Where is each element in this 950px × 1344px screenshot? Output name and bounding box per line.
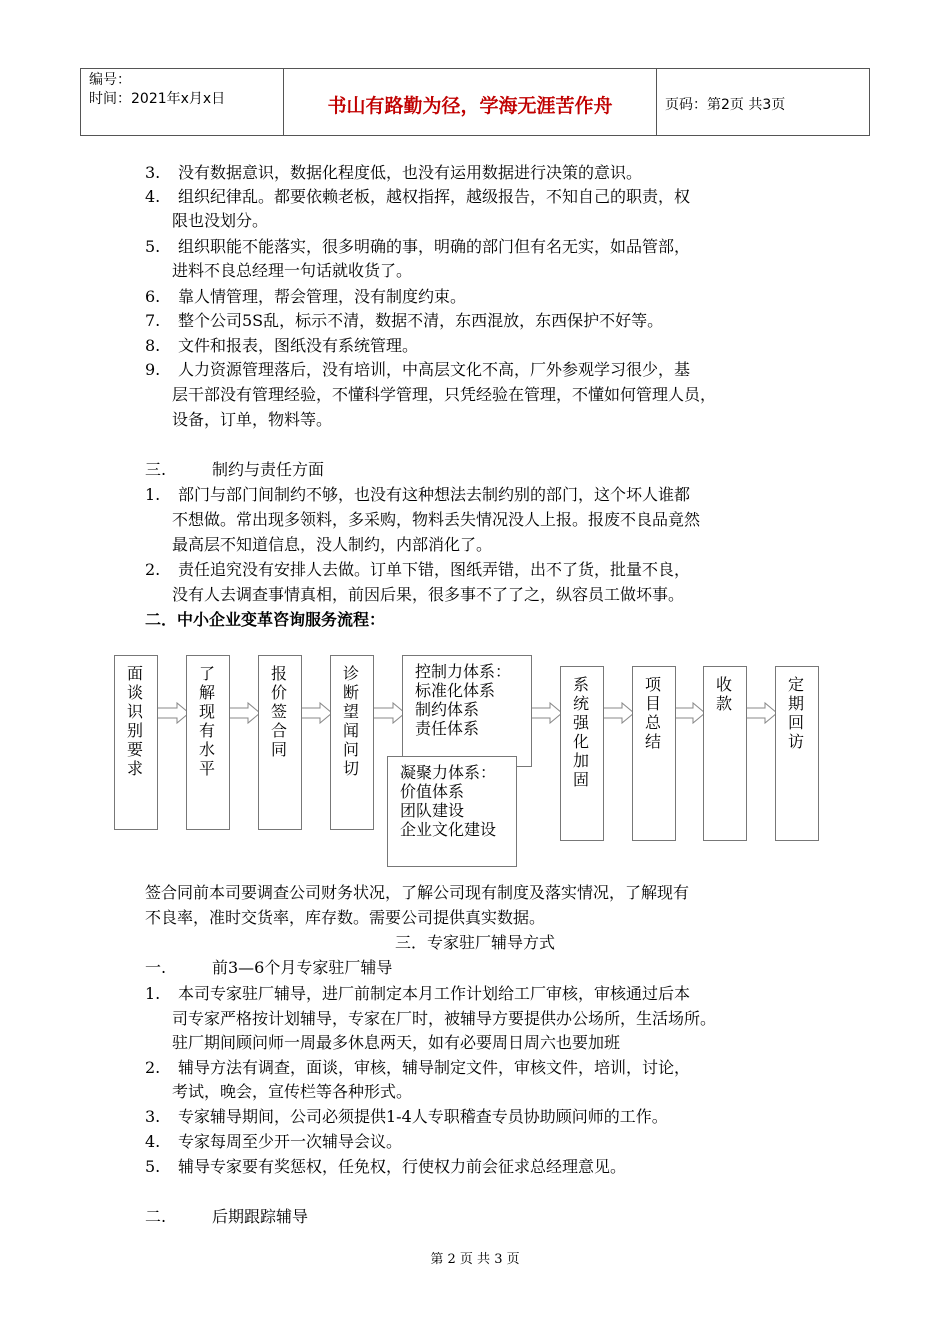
flow-step-followup: 定期回访 (775, 666, 819, 841)
flow-cohesion-system: 凝聚力体系： 价值体系 团队建设 企业文化建设 (387, 756, 517, 867)
list-item: 2. 责任追究没有安排人去做。订单下错，图纸弄错，出不了货，批量不良， (145, 560, 691, 579)
header-page-label: 页码：第2页 共3页 (665, 97, 786, 113)
list-item: 8. 文件和报表，图纸没有系统管理。 (145, 336, 419, 355)
list-item-continuation: 层干部没有管理经验，不懂科学管理，只凭经验在管理，不懂如何管理人员， (172, 385, 717, 404)
list-item: 4. 组织纪律乱。都要依赖老板，越权指挥，越级报告，不知自己的职责，权 (145, 187, 691, 206)
list-item-continuation: 进料不良总经理一句话就收货了。 (172, 261, 413, 280)
list-item: 2. 辅导方法有调查，面谈，审核，辅导制定文件，审核文件，培训，讨论， (145, 1058, 691, 1077)
list-item: 5. 辅导专家要有奖惩权，任免权，行使权力前会征求总经理意见。 (145, 1157, 627, 1176)
section-heading-flow: 二．中小企业变革咨询服务流程： (145, 610, 386, 629)
number-label: 编号： (89, 72, 131, 88)
list-item-continuation: 考试，晚会，宣传栏等各种形式。 (172, 1082, 413, 1101)
flow-step-payment: 收款 (703, 666, 747, 841)
list-item: 1. 部门与部门间制约不够，也没有这种想法去制约别的部门，这个坏人谁都 (145, 485, 691, 504)
header-motto: 书山有路勤为径，学海无涯苦作舟 (284, 69, 657, 135)
section-heading: 三. 制约与责任方面 (145, 460, 325, 479)
list-item: 5. 组织职能不能落实，很多明确的事，明确的部门但有名无实，如品管部， (145, 237, 691, 256)
subsection-heading: 二. 后期跟踪辅导 (145, 1207, 309, 1226)
arrow-icon (373, 703, 405, 723)
list-item-continuation: 驻厂期间顾问师一周最多休息两天，如有必要周日周六也要加班 (172, 1033, 621, 1052)
header-meta (81, 69, 284, 135)
paragraph-line: 签合同前本司要调查公司财务状况，了解公司现有制度及落实情况，了解现有 (145, 883, 690, 902)
arrow-icon (228, 703, 260, 723)
section-heading-expert: 三．专家驻厂辅导方式 (394, 933, 555, 952)
time-label: 时间：2021年x月x日 (89, 91, 226, 107)
arrow-icon (602, 703, 634, 723)
list-item-continuation: 设备，订单，物料等。 (172, 410, 333, 429)
document-header (80, 68, 870, 136)
arrow-icon (530, 703, 562, 723)
flow-step-summary: 项目总结 (632, 666, 676, 841)
subsection-heading: 一. 前3—6个月专家驻厂辅导 (145, 958, 393, 977)
flow-step-quote: 报价签合同 (258, 655, 302, 830)
list-item: 3. 专家辅导期间，公司必须提供1-4人专职稽查专员协助顾问师的工作。 (145, 1107, 668, 1126)
list-item: 1. 本司专家驻厂辅导，进厂前制定本月工作计划给工厂审核，审核通过后本 (145, 984, 691, 1003)
arrow-icon (300, 703, 332, 723)
arrow-icon (157, 703, 189, 723)
flow-step-diagnose: 诊断望闻问切 (330, 655, 374, 830)
list-item: 4. 专家每周至少开一次辅导会议。 (145, 1132, 403, 1151)
list-item: 9. 人力资源管理落后，没有培训，中高层文化不高，厂外参观学习很少，基 (145, 360, 691, 379)
list-item-continuation: 不想做。常出现多领料，多采购，物料丢失情况没人上报。报废不良品竟然 (172, 510, 701, 529)
page-footer: 第 2 页 共 3 页 (430, 1252, 520, 1267)
list-item-continuation: 司专家严格按计划辅导，专家在厂时，被辅导方要提供办公场所，生活场所。 (172, 1009, 717, 1028)
flow-control-system: 控制力体系： 标准化体系 制约体系 责任体系 (402, 655, 532, 767)
arrow-icon (673, 703, 705, 723)
flow-step-reinforce: 系统强化加固 (560, 666, 604, 841)
list-item-continuation: 最高层不知道信息，没人制约，内部消化了。 (172, 535, 493, 554)
list-item: 6. 靠人情管理，帮会管理，没有制度约束。 (145, 287, 467, 306)
list-item: 3. 没有数据意识，数据化程度低，也没有运用数据进行决策的意识。 (145, 163, 643, 182)
paragraph-line: 不良率，准时交货率，库存数。需要公司提供真实数据。 (145, 908, 546, 927)
list-item: 7. 整个公司5S乱，标示不清，数据不清，东西混放，东西保护不好等。 (145, 311, 664, 330)
flow-step-interview: 面谈识别要求 (114, 655, 158, 830)
arrow-icon (745, 703, 777, 723)
list-item-continuation: 没有人去调查事情真相，前因后果，很多事不了了之，纵容员工做坏事。 (172, 585, 685, 604)
flow-step-assess: 了解现有水平 (186, 655, 230, 830)
list-item-continuation: 限也没划分。 (172, 211, 269, 230)
